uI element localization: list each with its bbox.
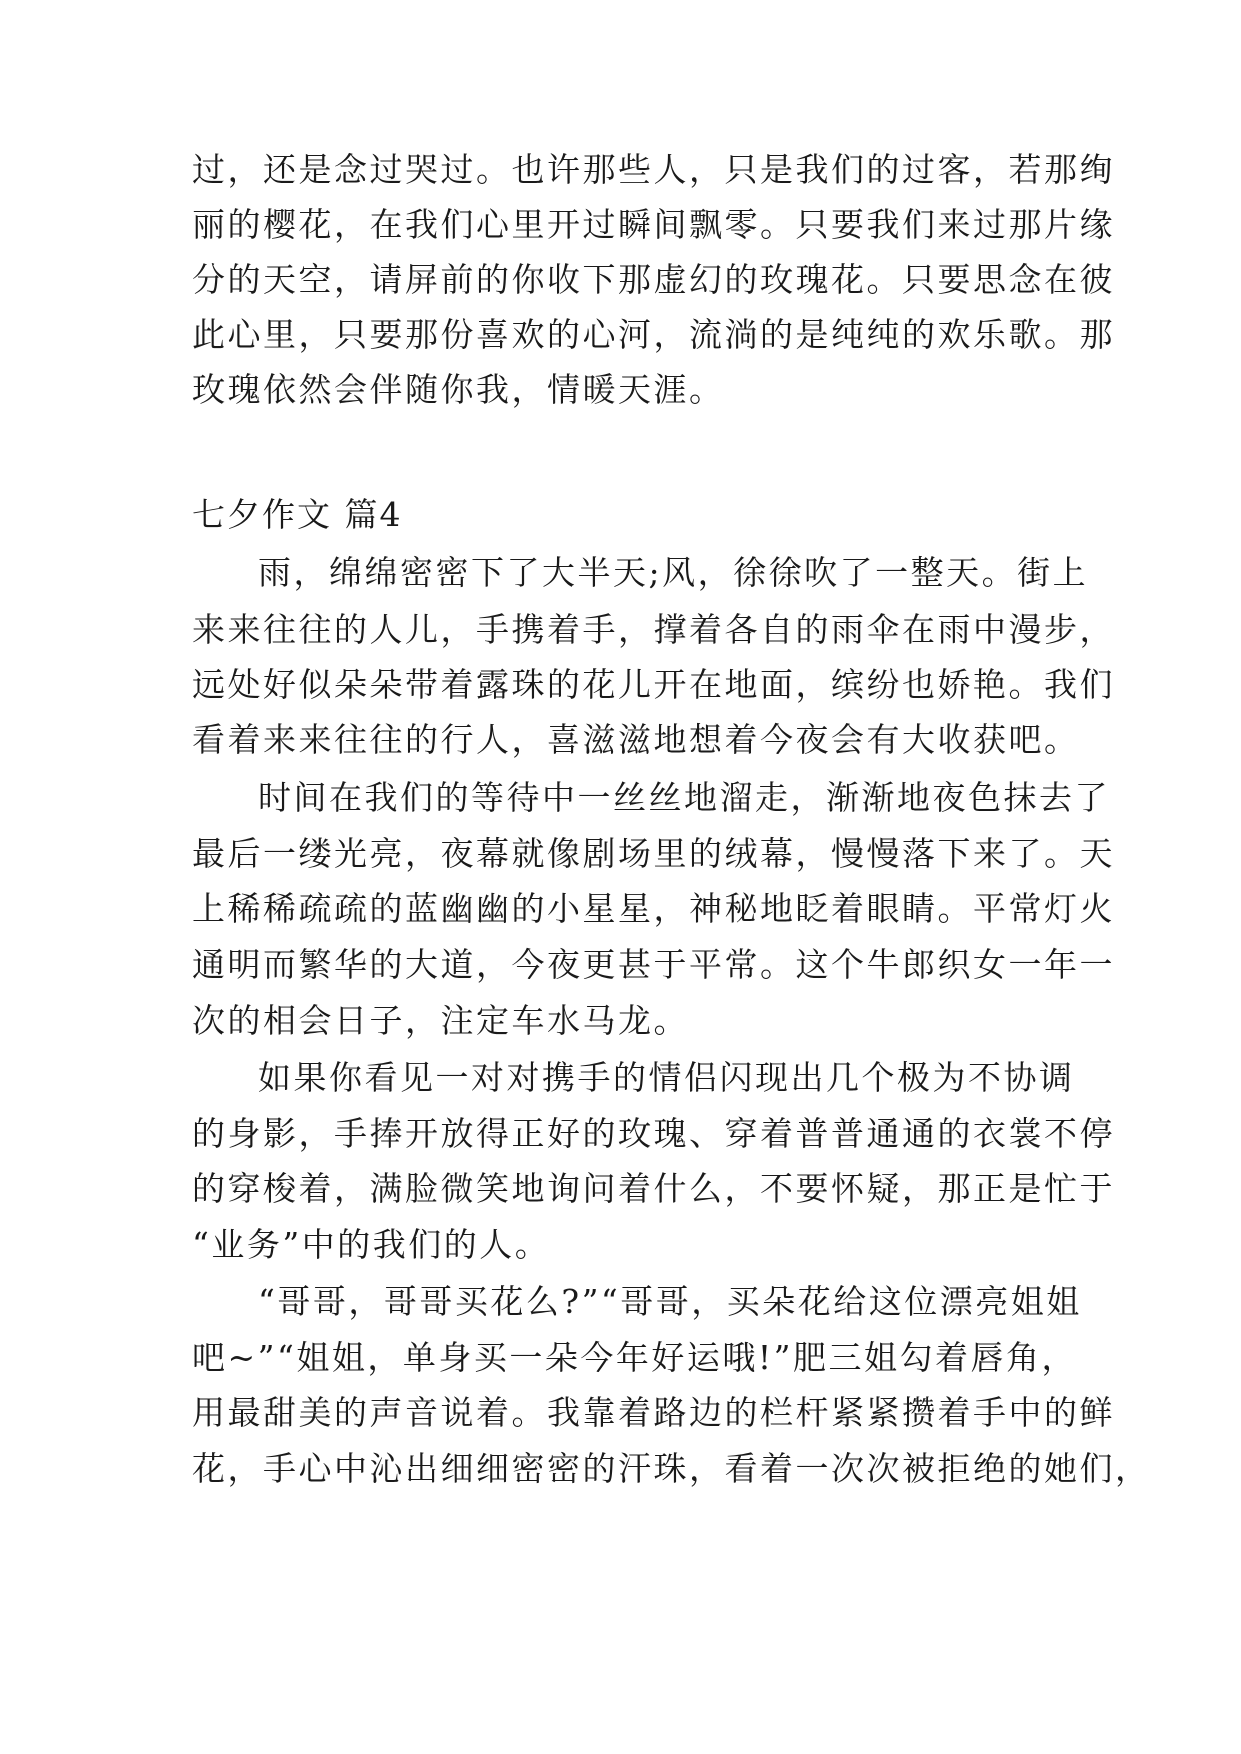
text-line: 来来往往的人儿，手携着手，撑着各自的雨伞在雨中漫步， bbox=[192, 610, 1115, 649]
text-line: 最后一缕光亮，夜幕就像剧场里的绒幕，慢慢落下来了。天 bbox=[192, 834, 1115, 873]
text-line: 过，还是念过哭过。也许那些人，只是我们的过客，若那绚 bbox=[192, 150, 1115, 189]
text-line: 吧~”“姐姐，单身买一朵今年好运哦!”肥三姐勾着唇角， bbox=[192, 1338, 1078, 1377]
text-line: 雨，绵绵密密下了大半天;风，徐徐吹了一整天。街上 bbox=[258, 553, 1089, 592]
text-line: 丽的樱花，在我们心里开过瞬间飘零。只要我们来过那片缘 bbox=[192, 205, 1115, 244]
text-line: “业务”中的我们的人。 bbox=[192, 1225, 551, 1264]
text-line: 看着来来往往的行人，喜滋滋地想着今夜会有大收获吧。 bbox=[192, 720, 1080, 759]
text-line: 花，手心中沁出细细密密的汗珠，看着一次次被拒绝的她们， bbox=[192, 1449, 1151, 1488]
text-line: 玫瑰依然会伴随你我，情暖天涯。 bbox=[192, 370, 725, 409]
text-line: 用最甜美的声音说着。我靠着路边的栏杆紧紧攒着手中的鲜 bbox=[192, 1393, 1115, 1432]
text-line: 如果你看见一对对携手的情侣闪现出几个极为不协调 bbox=[258, 1058, 1075, 1097]
section-title: 七夕作文 篇4 bbox=[192, 495, 403, 534]
text-line: 此心里，只要那份喜欢的心河，流淌的是纯纯的欢乐歌。那 bbox=[192, 315, 1115, 354]
text-line: 远处好似朵朵带着露珠的花儿开在地面，缤纷也娇艳。我们 bbox=[192, 665, 1115, 704]
text-line: “哥哥，哥哥买花么?”“哥哥，买朵花给这位漂亮姐姐 bbox=[258, 1282, 1082, 1321]
text-line: 次的相会日子，注定车水马龙。 bbox=[192, 1001, 689, 1040]
text-line: 通明而繁华的大道，今夜更甚于平常。这个牛郎织女一年一 bbox=[192, 945, 1115, 984]
text-line: 的身影，手捧开放得正好的玫瑰、穿着普普通通的衣裳不停 bbox=[192, 1114, 1115, 1153]
text-line: 的穿梭着，满脸微笑地询问着什么，不要怀疑，那正是忙于 bbox=[192, 1169, 1115, 1208]
text-line: 上稀稀疏疏的蓝幽幽的小星星，神秘地眨着眼睛。平常灯火 bbox=[192, 889, 1115, 928]
text-line: 时间在我们的等待中一丝丝地溜走，渐渐地夜色抹去了 bbox=[258, 778, 1110, 817]
text-line: 分的天空，请屏前的你收下那虚幻的玫瑰花。只要思念在彼 bbox=[192, 260, 1115, 299]
